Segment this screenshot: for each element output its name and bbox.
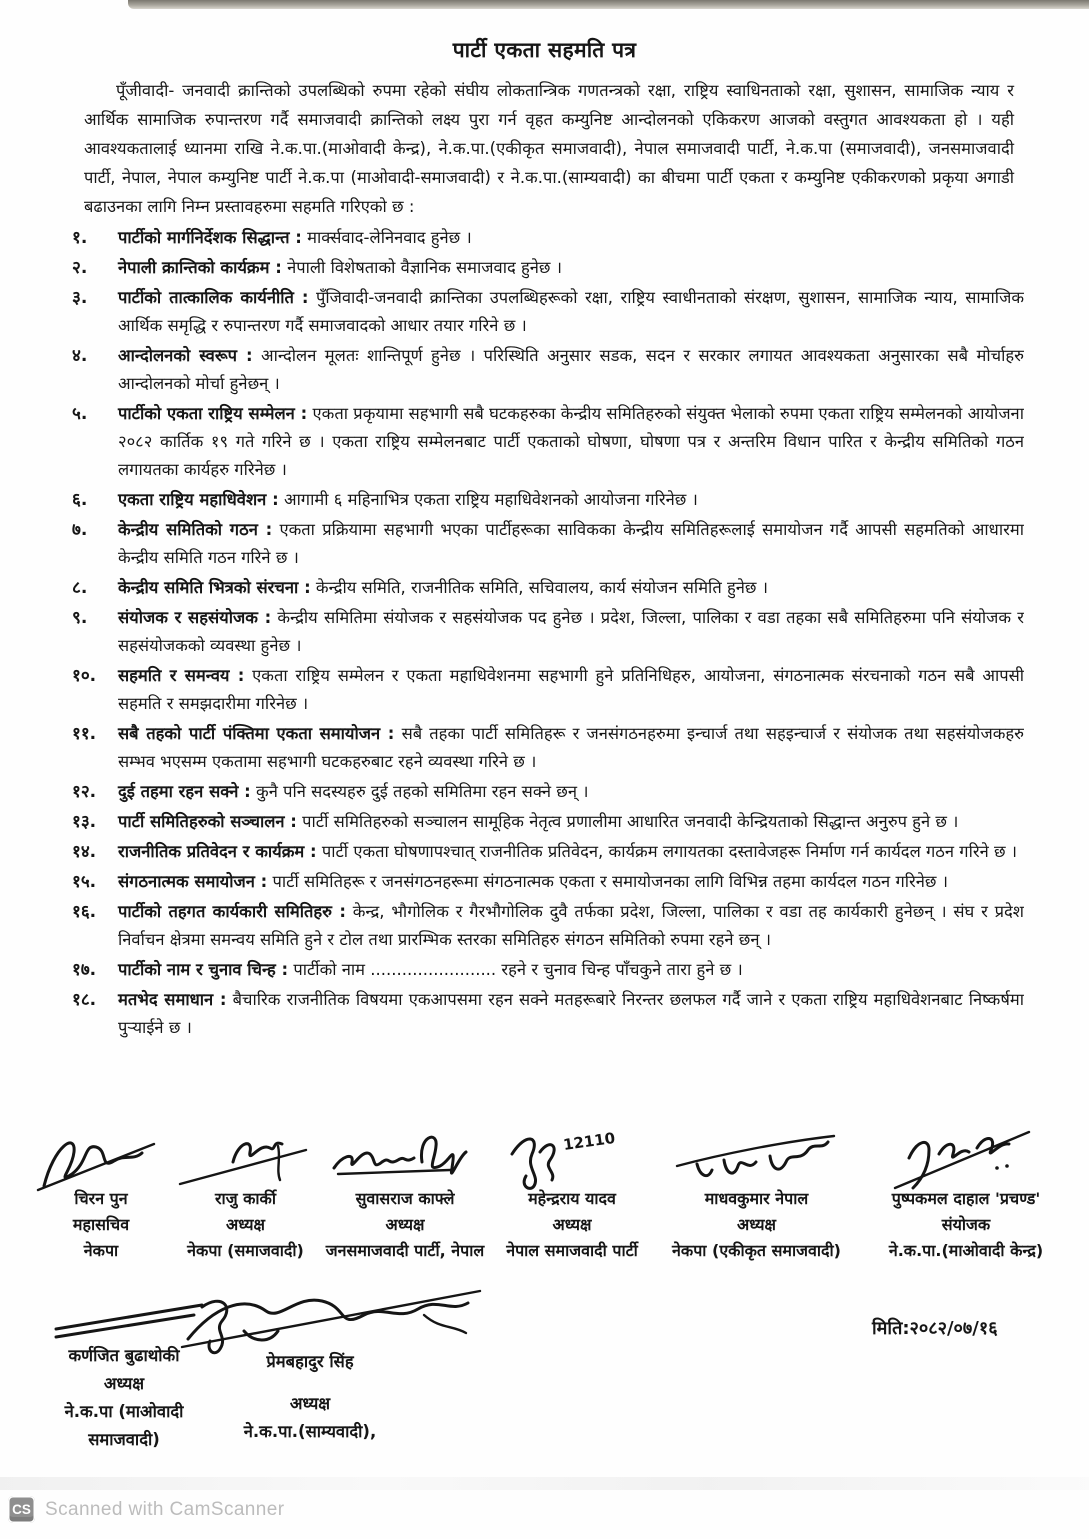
signatory-block: [315, 1128, 495, 1264]
list-item: [72, 898, 1024, 954]
item-title: पार्टीको नाम र चुनाव चिन्ह :: [118, 960, 289, 979]
signatory-role: संयोजक: [941, 1215, 991, 1234]
list-item: [72, 808, 1024, 836]
item-number: ८.: [72, 578, 88, 598]
item-number: १३.: [72, 812, 97, 832]
signature-raju-karki: [178, 1128, 313, 1190]
item-number: १६.: [72, 902, 97, 922]
signatory-block: [497, 1128, 647, 1264]
item-text: पार्टी एकता घोषणापश्चात् राजनीतिक प्रतिवेदन, कार्यक्रम लगायतका दस्तावेजहरू निर्माण गर्न कार्यदल गठन गरिने छ ।: [321, 842, 1018, 861]
signatory-role: महासचिव: [72, 1215, 130, 1234]
item-number: ५.: [72, 404, 88, 424]
signatory-party: नेकपा: [83, 1241, 119, 1260]
signature-prachanda: [891, 1128, 1041, 1190]
list-item: [72, 604, 1024, 660]
signature-digits: 12110: [562, 1128, 617, 1154]
signatory-name: राजु कार्की: [215, 1189, 276, 1208]
item-number: ४.: [72, 346, 88, 366]
signatory-block: [58, 1342, 190, 1454]
list-item: [72, 956, 1024, 984]
item-text: केन्द्रीय समितिमा संयोजक र सहसंयोजक पद हुनेछ । प्रदेश, जिल्ला, पालिका र वडा तहका सबै समितिहरुमा पनि संयोजक र सहसंयोजकको व्यवस्था हुनेछ ।: [118, 608, 1024, 655]
item-number: ११.: [72, 724, 97, 744]
signatory-party: जनसमाजवादी पार्टी, नेपाल: [325, 1241, 485, 1260]
intro-paragraph: पूँजीवादी- जनवादी क्रान्तिको उपलब्धिको रुपमा रहेको संघीय लोकतान्त्रिक गणतन्त्रको रक्षा, राष्ट्रिय स्वाधिनताको रक्षा, सुशासन, सामाजिक न्याय र आर्थिक सामाजिक रुपान्तरण गर्दै समाजवादी क्रान्तिको लक्ष्य पुरा गर्न वृहत कम्युनिष्ट आन्दोलनको एकिकरण आजको वस्तुगत आवश्यकता हो । यही आवश्यकतालाई ध्यानमा राखि ने.क.पा.(माओवादी केन्द्र), ने.क.पा.(एकीकृत समाजवादी), नेपाल समाजवादी पार्टी, ने.क.पा (समाजवादी), जनसमाजवादी पार्टी, नेपाल, नेपाल कम्युनिष्ट पार्टी ने.क.पा (माओवादी-समाजवादी) र ने.क.पा.(साम्यवादी) का बीचमा पार्टी एकता र कम्युनिष्ट एकीकरणको प्रकृया अगाडी बढाउनका लागि निम्न प्रस्तावहरुमा सहमति गरिएको छ :: [84, 81, 1014, 216]
item-number: ९.: [72, 608, 88, 628]
signatory-party: नेकपा (एकीकृत समाजवादी): [672, 1241, 841, 1260]
item-number: ६.: [72, 490, 88, 510]
signatory-block: [649, 1128, 864, 1264]
signatory-block: [26, 1128, 176, 1264]
item-title: सबै तहको पार्टी पंक्तिमा एकता समायोजन :: [118, 724, 395, 743]
item-title: पार्टीको तात्कालिक कार्यनीति :: [118, 288, 309, 307]
item-number: २.: [72, 258, 88, 278]
signature-row-1: [26, 1128, 1066, 1264]
signatory-name: महेन्द्रराय यादव: [528, 1189, 616, 1208]
list-item: [72, 486, 1024, 514]
item-text: कुनै पनि सदस्यहरु दुई तहको समितिमा रहन सक्ने छन् ।: [256, 782, 589, 801]
signatory-name: सुवासराज काफ्ले: [355, 1189, 455, 1208]
page-title: पार्टी एकता सहमति पत्र: [452, 38, 637, 62]
item-number: १२.: [72, 782, 97, 802]
item-title: केन्द्रीय समितिको गठन :: [118, 520, 273, 539]
item-text: आन्दोलन मूलतः शान्तिपूर्ण हुनेछ । परिस्थिति अनुसार सडक, सदन र सरकार लगायत आवश्यकता अनुसारका सबै मोर्चाहरु आन्दोलनको मोर्चा हुनेछन् ।: [118, 346, 1024, 393]
list-item: [72, 662, 1024, 718]
list-item: [72, 574, 1024, 602]
item-title: संगठनात्मक समायोजन :: [118, 872, 268, 891]
signatory-party: ने.क.पा.(माओवादी केन्द्र): [888, 1241, 1044, 1260]
list-item: [72, 986, 1024, 1042]
item-title: केन्द्रीय समिति भित्रको संरचना :: [118, 578, 311, 597]
signatory-party: ने.क.पा (माओवादी समाजवादी): [64, 1402, 184, 1449]
item-text: पार्टीको नाम ........................ रहने र चुनाव चिन्ह पाँचकुने तारा हुने छ ।: [293, 960, 743, 979]
item-text: एकता प्रकृयामा सहभागी सबै घटकहरुका केन्द्रीय समितिहरुको संयुक्त भेलाको रुपमा एकता राष्ट्रिय सम्मेलनको आयोजना २०८२ कार्तिक १९ गते गरिने छ । एकता राष्ट्रिय सम्मेलनबाट पार्टी एकताको घोषणा, घोषणा पत्र र अन्तरिम विधान पारित र केन्द्रीय समितिको गठन लगायतका कार्यहरु गरिनेछ ।: [118, 404, 1024, 479]
item-text: सबै तहका पार्टी समितिहरू र जनसंगठनहरुमा इन्चार्ज तथा सहइन्चार्ज र संयोजक तथा सहसंयोजकहरु सम्भव भएसम्म एकतामा सहभागी घटकहरुबाट रहने व्यवस्था गरिने छ ।: [118, 724, 1024, 771]
signatory-block: [190, 1348, 430, 1446]
list-item: [72, 720, 1024, 776]
item-title: राजनीतिक प्रतिवेदन र कार्यक्रम :: [118, 842, 317, 861]
list-item: [72, 284, 1024, 340]
item-title: सहमति र समन्वय :: [118, 666, 245, 685]
list-item: [72, 778, 1024, 806]
item-number: १०.: [72, 666, 97, 686]
item-title: मतभेद समाधान :: [118, 990, 227, 1009]
item-text: केन्द्रीय समिति, राजनीतिक समिति, सचिवालय, कार्य संयोजन समिति हुनेछ ।: [315, 578, 768, 597]
camscanner-footer: [8, 1496, 284, 1523]
item-text: पार्टी समितिहरू र जनसंगठनहरूमा संगठनात्मक एकता र समायोजनका लागि विभिन्न तहमा कार्यदल गठन गरिनेछ ।: [272, 872, 948, 891]
item-text: केन्द्र, भौगोलिक र गैरभौगोलिक दुवै तर्फका प्रदेश, जिल्ला, पालिका र वडा तह कार्यकारी हुनेछन् । संघ र प्रदेश निर्वाचन क्षेत्रमा समन्वय समिति हुने र टोल तथा प्रारम्भिक स्तरका समितिहरु संगठन समितिको रुपमा रहने छन् ।: [118, 902, 1024, 949]
item-number: १४.: [72, 842, 97, 862]
document-date: मिति:२०८२/०७/१६: [872, 1318, 998, 1339]
item-number: १८.: [72, 990, 97, 1010]
signatory-name: माधवकुमार नेपाल: [704, 1189, 809, 1208]
scan-smudge: [0, 1477, 1089, 1490]
item-text: बैचारिक राजनीतिक विषयमा एकआपसमा रहन सक्ने मतहरूबारे निरन्तर छलफल गर्दै जाने र एकता राष्ट्रिय महाधिवेशनबाट निष्कर्षमा पुऱ्याईने छ ।: [118, 990, 1024, 1037]
item-title: पार्टीको एकता राष्ट्रिय सम्मेलन :: [118, 404, 308, 423]
list-item: [72, 400, 1024, 484]
signatory-name: पुष्पकमल दाहाल 'प्रचण्ड': [891, 1189, 1041, 1208]
item-text: पुँजिवादी-जनवादी क्रान्तिका उपलब्धिहरूको रक्षा, राष्ट्रिय स्वाधीनताको संरक्षण, सुशासन, सामाजिक न्याय, सामाजिक आर्थिक समृद्धि र रुपान्तरण गर्दै समाजवादको आधार तयार गरिने छ ।: [118, 288, 1024, 335]
item-number: १५.: [72, 872, 97, 892]
signatory-party: नेकपा (समाजवादी): [187, 1241, 304, 1260]
signatory-role: अध्यक्ष: [103, 1374, 145, 1393]
camscanner-text: Scanned with CamScanner: [45, 1498, 285, 1520]
signatory-name: प्रेमबहादुर सिंह: [266, 1352, 354, 1371]
list-item: [72, 838, 1024, 866]
item-text: एकता राष्ट्रिय सम्मेलन र एकता महाधिवेशनमा सहभागी हुने प्रतिनिधिहरु, आयोजना, संगठनात्मक संरचनाको गठन सबै आपसी सहमति र समझदारीमा गरिनेछ ।: [118, 666, 1024, 713]
item-number: १७.: [72, 960, 97, 980]
signatory-party: ने.क.पा.(साम्यवादी),: [243, 1422, 377, 1441]
item-title: आन्दोलनको स्वरूप :: [118, 346, 253, 365]
list-item: [72, 516, 1024, 572]
item-number: १.: [72, 228, 88, 248]
list-item: [72, 224, 1024, 252]
item-text: एकता प्रक्रियामा सहभागी भएका पार्टीहरूका साविकका केन्द्रीय समितिहरूलाई समायोजन गर्दै आपसी सहमतिको आधारमा केन्द्रीय समिति गठन गरिने छ ।: [118, 520, 1024, 567]
item-title: एकता राष्ट्रिय महाधिवेशन :: [118, 490, 279, 509]
list-item: [72, 868, 1024, 896]
signatory-role: अध्यक्ष: [385, 1215, 425, 1234]
signature-madhav-nepal: [672, 1128, 842, 1190]
item-title: पार्टीको मार्गनिर्देशक सिद्धान्त :: [118, 228, 302, 247]
agreement-list: [72, 224, 1024, 1136]
item-title: पार्टी समितिहरुको सञ्चालन :: [118, 812, 297, 831]
signatory-block: [178, 1128, 313, 1264]
signatory-block: [866, 1128, 1066, 1264]
item-text: मार्क्सवाद-लेनिनवाद हुनेछ ।: [307, 228, 472, 247]
item-number: ७.: [72, 520, 88, 540]
item-text: आगामी ६ महिनाभित्र एकता राष्ट्रिय महाधिवेशनको आयोजना गरिनेछ ।: [283, 490, 698, 509]
signatory-role: अध्यक्ष: [289, 1394, 331, 1413]
item-number: ३.: [72, 288, 88, 308]
signature-mahendra-yadav: [502, 1128, 642, 1190]
camscanner-icon: CS: [8, 1496, 35, 1523]
item-text: पार्टी समितिहरुको सञ्चालन सामूहिक नेतृत्व प्रणालीमा आधारित जनवादी केन्द्रियताको सिद्धान्त अनुरुप हुने छ ।: [302, 812, 959, 831]
signatory-role: अध्यक्ष: [226, 1215, 265, 1234]
item-title: दुई तहमा रहन सक्ने :: [118, 782, 251, 801]
scan-paper-edge: [128, 0, 1089, 9]
item-title: संयोजक र सहसंयोजक :: [118, 608, 272, 627]
signature-suwasraj-kafle: [330, 1128, 480, 1190]
item-title: नेपाली क्रान्तिको कार्यक्रम :: [118, 258, 282, 277]
list-item: [72, 254, 1024, 282]
signatory-party: नेपाल समाजवादी पार्टी: [506, 1241, 638, 1260]
list-item: [72, 342, 1024, 398]
signatory-name: चिरन पुन: [74, 1189, 128, 1208]
signature-chiran-pun: [36, 1128, 166, 1190]
item-title: पार्टीको तहगत कार्यकारी समितिहरु :: [118, 902, 346, 921]
item-text: नेपाली विशेषताको वैज्ञानिक समाजवाद हुनेछ ।: [287, 258, 562, 277]
signatory-name: कर्णजित बुढाथोकी: [68, 1346, 180, 1365]
signatory-role: अध्यक्ष: [552, 1215, 592, 1234]
signatory-role: अध्यक्ष: [737, 1215, 776, 1234]
